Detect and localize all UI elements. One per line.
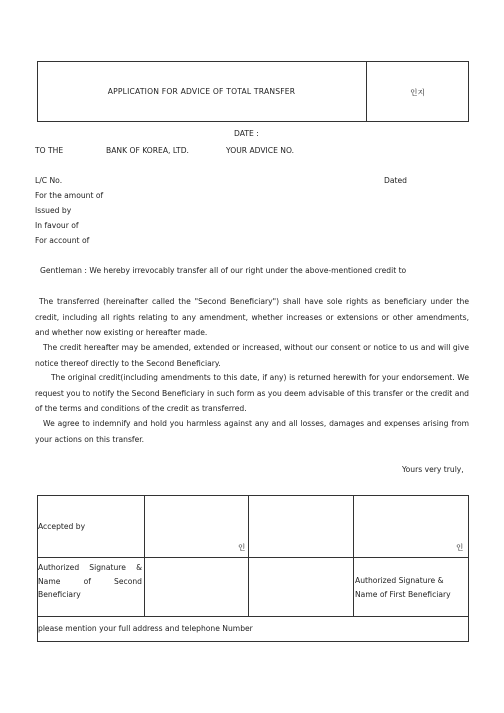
closing-text: Yours very truly,: [402, 465, 464, 474]
table-col-divider-2: [248, 495, 249, 616]
account-of-label: For account of: [35, 236, 90, 245]
your-advice-label: YOUR ADVICE NO.: [226, 146, 295, 155]
stamp-label: 인지: [410, 88, 425, 97]
table-col-divider-1: [144, 495, 145, 616]
seal-mark-second: 인: [238, 543, 246, 552]
paragraph-2: The credit hereafter may be amended, extended or increased, without our consent or notice to us and will give notice thereof directly to the Second Beneficiary.: [35, 343, 469, 368]
table-col-divider-3: [353, 495, 354, 616]
footer-note: please mention your full address and telephone Number: [38, 624, 253, 633]
form-title: APPLICATION FOR ADVICE OF TOTAL TRANSFER: [107, 87, 296, 96]
auth-first-beneficiary: Authorized Signature & Name of First Beneficiary: [355, 576, 451, 599]
to-the-label: TO THE: [35, 146, 64, 155]
auth-second-beneficiary: Authorized Signature & Name of Second Beneficiary: [38, 563, 142, 599]
paragraph-4: We agree to indemnify and hold you harmless against any and all losses, damages and expenses arising from your actions on this transfer.: [35, 419, 469, 444]
table-row-divider-2: [37, 616, 469, 617]
seal-mark-first: 인: [456, 543, 464, 552]
accepted-by-label: Accepted by: [38, 522, 86, 531]
amount-label: For the amount of: [35, 191, 104, 200]
lc-no-label: L/C No.: [35, 176, 63, 185]
bank-name: BANK OF KOREA, LTD.: [106, 146, 189, 155]
date-label: DATE :: [234, 129, 259, 138]
paragraph-3: The original credit(including amendments to this date, if any) is returned herewith for your endorsement. We request you to notify the Second Beneficiary in such form as you deem advisable of this transfer or the credit and of the terms and conditions of the credit as transferred.: [35, 373, 469, 413]
issued-by-label: Issued by: [35, 206, 72, 215]
dated-label: Dated: [384, 176, 407, 185]
paragraph-1: The transferred (hereinafter called the "Second Beneficiary") shall have sole rights as beneficiary under the credit, including all rights relating to any amendment, whether increases or extensions or other amendments, and whether now existing or hereafter made.: [35, 297, 469, 337]
in-favour-label: In favour of: [35, 221, 79, 230]
table-row-divider-1: [37, 557, 469, 558]
greeting-text: Gentleman : We hereby irrevocably transfer all of our right under the above-mentioned credit to: [40, 266, 407, 275]
